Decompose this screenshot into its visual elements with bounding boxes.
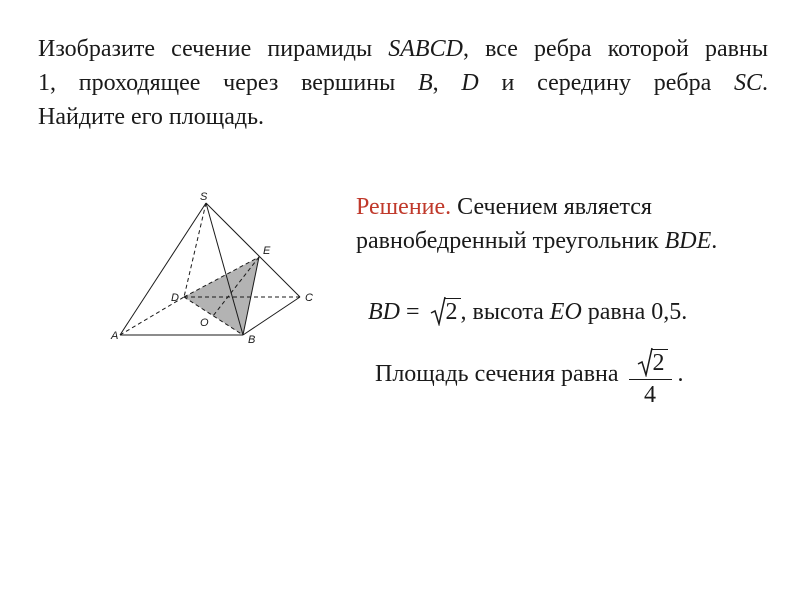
section-triangle	[184, 257, 259, 335]
solution-label: Решение.	[356, 194, 452, 220]
label-E: E	[263, 245, 271, 257]
label-A: A	[111, 330, 119, 342]
sqrt-symbol: 2	[637, 349, 668, 377]
edge-SD	[184, 203, 206, 297]
edge-SA	[120, 203, 206, 335]
label-S: S	[200, 191, 208, 203]
label-O: O	[200, 317, 209, 329]
edge-BC	[243, 297, 300, 335]
solution-text: Решение. Сечением является равнобедренный треугольник BDE.	[356, 194, 718, 254]
problem-statement	[38, 32, 768, 134]
label-D: D	[171, 292, 179, 304]
pyramid-figure	[108, 190, 328, 350]
triangle-name: BDE	[664, 228, 712, 254]
area-formula: Площадь сечения равна $\frac{2}{4}$ .	[375, 350, 684, 408]
pyramid-edges	[120, 203, 300, 335]
sqrt-symbol: 2	[430, 298, 461, 326]
problem-line-2: 1, проходящее через вершины B, D и середину ребра SC.	[38, 70, 768, 96]
bd-formula: BD = 2 , высота EO равна 0,5.	[368, 299, 688, 325]
problem-line-1: Изобразите сечение пирамиды SABCD, все ребра которой равны	[38, 36, 768, 62]
area-fraction: $\frac{2}{4}$	[629, 349, 672, 410]
label-C: C	[305, 292, 313, 304]
problem-line-3: Найдите его площадь.	[38, 104, 265, 130]
pyramid-name: SABCD	[388, 36, 463, 62]
label-B: B	[248, 334, 256, 346]
